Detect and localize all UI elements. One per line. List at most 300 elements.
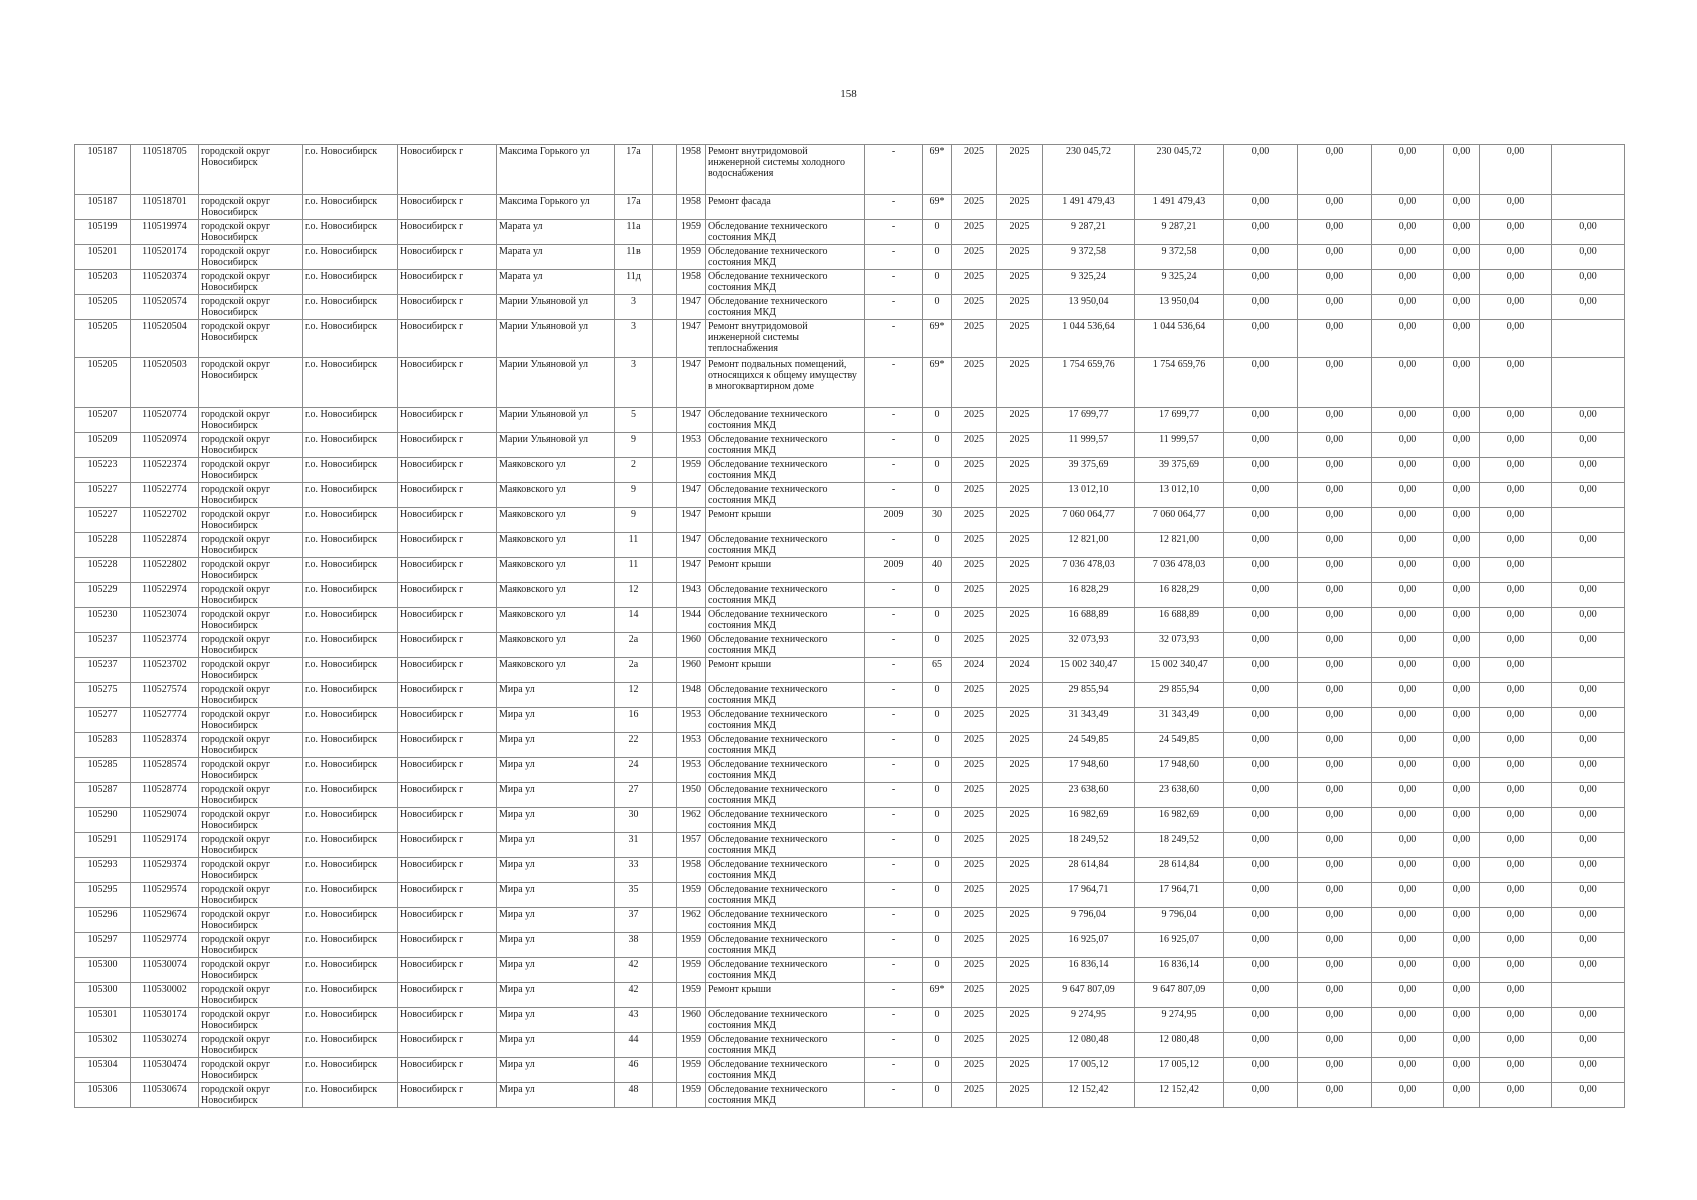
cell-house-id: 105205 [75,358,131,408]
cell-cost-local: 0,00 [1372,558,1444,583]
cell-street: Мира ул [497,758,615,783]
cell-plan-year-end: 2025 [997,533,1043,558]
cell-last-repair-year: - [865,583,923,608]
cell-work-id: 110518705 [131,145,199,195]
cell-municipal-short: г.о. Новосибирск [303,583,398,608]
cell-cost-local: 0,00 [1372,783,1444,808]
cell-municipality: городской округ Новосибирск [199,633,303,658]
cell-settlement: Новосибирск г [398,633,497,658]
cell-cost-owners: 0,00 [1444,195,1480,220]
cell-cost-fund: 16 836,14 [1135,958,1224,983]
cell-cost-local: 0,00 [1372,683,1444,708]
cell-plan-year-start: 2025 [952,708,997,733]
cell-year-built: 1960 [677,1008,706,1033]
cell-cost-regional: 0,00 [1298,408,1372,433]
cell-cost-federal: 0,00 [1224,270,1298,295]
cell-cost-other: 0,00 [1480,858,1552,883]
cell-house-id: 105290 [75,808,131,833]
cell-last-repair-year: 2009 [865,558,923,583]
cell-plan-year-start: 2025 [952,733,997,758]
cell-settlement: Новосибирск г [398,883,497,908]
table-row [75,1033,1625,1058]
table-row [75,195,1625,220]
cell-municipal-short: г.о. Новосибирск [303,633,398,658]
cell-cost-regional: 0,00 [1298,833,1372,858]
cell-settlement: Новосибирск г [398,1033,497,1058]
cell-house-number: 24 [615,758,653,783]
cell-work-type: Обследование технического состояния МКД [706,245,865,270]
cell-cost-owners: 0,00 [1444,958,1480,983]
cell-street: Марии Ульяновой ул [497,295,615,320]
cell-wear-percent: 0 [923,270,952,295]
cell-cost-owners: 0,00 [1444,633,1480,658]
cell-cost-other: 0,00 [1480,683,1552,708]
cell-municipality: городской округ Новосибирск [199,1058,303,1083]
cell-last-repair-year: - [865,933,923,958]
cell-last-repair-year: - [865,1058,923,1083]
cell-year-built: 1960 [677,658,706,683]
cell-cost-extra [1552,508,1625,533]
cell-municipal-short: г.о. Новосибирск [303,195,398,220]
cell-year-built: 1950 [677,783,706,808]
cell-wear-percent: 0 [923,608,952,633]
cell-work-id: 110530002 [131,983,199,1008]
cell-settlement: Новосибирск г [398,408,497,433]
cell-building [653,533,677,558]
cell-cost-fund: 12 152,42 [1135,1083,1224,1108]
cell-street: Марии Ульяновой ул [497,408,615,433]
cell-work-id: 110518701 [131,195,199,220]
cell-work-type: Обследование технического состояния МКД [706,758,865,783]
cell-total-cost: 9 372,58 [1043,245,1135,270]
cell-cost-other: 0,00 [1480,933,1552,958]
cell-total-cost: 1 044 536,64 [1043,320,1135,358]
cell-cost-extra: 0,00 [1552,883,1625,908]
cell-cost-federal: 0,00 [1224,883,1298,908]
cell-last-repair-year: - [865,733,923,758]
cell-cost-regional: 0,00 [1298,358,1372,408]
table-row [75,683,1625,708]
cell-plan-year-end: 2025 [997,245,1043,270]
cell-cost-extra: 0,00 [1552,858,1625,883]
cell-total-cost: 16 925,07 [1043,933,1135,958]
cell-street: Мира ул [497,883,615,908]
cell-cost-owners: 0,00 [1444,145,1480,195]
cell-cost-federal: 0,00 [1224,583,1298,608]
cell-cost-extra: 0,00 [1552,783,1625,808]
cell-year-built: 1959 [677,220,706,245]
cell-wear-percent: 0 [923,783,952,808]
cell-municipality: городской округ Новосибирск [199,733,303,758]
cell-plan-year-start: 2025 [952,908,997,933]
cell-year-built: 1947 [677,483,706,508]
cell-street: Марии Ульяновой ул [497,358,615,408]
cell-cost-owners: 0,00 [1444,558,1480,583]
table-row [75,608,1625,633]
cell-cost-owners: 0,00 [1444,483,1480,508]
page-number: 158 [840,88,857,100]
cell-house-id: 105275 [75,683,131,708]
cell-cost-federal: 0,00 [1224,908,1298,933]
table-row [75,758,1625,783]
cell-house-id: 105199 [75,220,131,245]
cell-cost-other: 0,00 [1480,733,1552,758]
cell-last-repair-year: - [865,658,923,683]
cell-municipality: городской округ Новосибирск [199,295,303,320]
cell-house-id: 105187 [75,145,131,195]
cell-total-cost: 16 836,14 [1043,958,1135,983]
cell-cost-local: 0,00 [1372,408,1444,433]
cell-municipality: городской округ Новосибирск [199,358,303,408]
cell-house-id: 105300 [75,983,131,1008]
cell-cost-local: 0,00 [1372,758,1444,783]
cell-wear-percent: 0 [923,633,952,658]
cell-house-id: 105205 [75,295,131,320]
cell-work-id: 110522774 [131,483,199,508]
cell-municipal-short: г.о. Новосибирск [303,883,398,908]
cell-municipal-short: г.о. Новосибирск [303,483,398,508]
cell-plan-year-start: 2025 [952,883,997,908]
cell-year-built: 1953 [677,758,706,783]
cell-last-repair-year: - [865,983,923,1008]
cell-building [653,833,677,858]
cell-cost-local: 0,00 [1372,320,1444,358]
cell-wear-percent: 0 [923,808,952,833]
cell-building [653,783,677,808]
cell-cost-fund: 16 982,69 [1135,808,1224,833]
cell-cost-owners: 0,00 [1444,320,1480,358]
cell-municipal-short: г.о. Новосибирск [303,270,398,295]
cell-municipality: городской округ Новосибирск [199,783,303,808]
cell-street: Мира ул [497,733,615,758]
cell-work-id: 110520774 [131,408,199,433]
cell-cost-extra: 0,00 [1552,758,1625,783]
cell-work-type: Ремонт крыши [706,658,865,683]
table-row [75,708,1625,733]
cell-house-number: 35 [615,883,653,908]
cell-cost-other: 0,00 [1480,833,1552,858]
cell-street: Маяковского ул [497,608,615,633]
cell-house-number: 42 [615,958,653,983]
cell-work-type: Ремонт крыши [706,983,865,1008]
cell-municipal-short: г.о. Новосибирск [303,708,398,733]
cell-cost-extra [1552,145,1625,195]
cell-last-repair-year: - [865,1008,923,1033]
cell-plan-year-start: 2025 [952,358,997,408]
cell-cost-regional: 0,00 [1298,608,1372,633]
cell-settlement: Новосибирск г [398,533,497,558]
cell-municipality: городской округ Новосибирск [199,758,303,783]
cell-municipal-short: г.о. Новосибирск [303,833,398,858]
cell-year-built: 1959 [677,933,706,958]
cell-work-id: 110528374 [131,733,199,758]
cell-plan-year-end: 2025 [997,908,1043,933]
cell-cost-regional: 0,00 [1298,1058,1372,1083]
cell-work-id: 110529074 [131,808,199,833]
cell-municipality: городской округ Новосибирск [199,608,303,633]
cell-year-built: 1958 [677,858,706,883]
cell-work-id: 110530274 [131,1033,199,1058]
cell-work-type: Обследование технического состояния МКД [706,883,865,908]
cell-house-id: 105203 [75,270,131,295]
cell-total-cost: 1 491 479,43 [1043,195,1135,220]
cell-cost-fund: 16 828,29 [1135,583,1224,608]
cell-cost-local: 0,00 [1372,245,1444,270]
cell-last-repair-year: - [865,858,923,883]
cell-house-number: 9 [615,508,653,533]
table-row [75,145,1625,195]
cell-wear-percent: 40 [923,558,952,583]
cell-house-number: 2 [615,458,653,483]
cell-work-id: 110520974 [131,433,199,458]
cell-cost-local: 0,00 [1372,1008,1444,1033]
cell-year-built: 1959 [677,1083,706,1108]
cell-house-number: 17а [615,195,653,220]
cell-street: Маяковского ул [497,583,615,608]
cell-municipal-short: г.о. Новосибирск [303,145,398,195]
cell-work-id: 110529574 [131,883,199,908]
cell-house-number: 17а [615,145,653,195]
cell-building [653,958,677,983]
cell-building [653,883,677,908]
cell-plan-year-start: 2025 [952,808,997,833]
table-body [75,145,1625,1108]
cell-cost-extra: 0,00 [1552,220,1625,245]
cell-building [653,983,677,1008]
cell-house-number: 9 [615,433,653,458]
cell-street: Максима Горького ул [497,145,615,195]
cell-settlement: Новосибирск г [398,858,497,883]
cell-work-id: 110529774 [131,933,199,958]
cell-municipality: городской округ Новосибирск [199,245,303,270]
cell-street: Мира ул [497,808,615,833]
cell-municipality: городской округ Новосибирск [199,408,303,433]
cell-cost-regional: 0,00 [1298,270,1372,295]
cell-plan-year-start: 2025 [952,508,997,533]
cell-house-id: 105304 [75,1058,131,1083]
cell-settlement: Новосибирск г [398,658,497,683]
cell-building [653,758,677,783]
cell-cost-other: 0,00 [1480,1083,1552,1108]
cell-cost-regional: 0,00 [1298,883,1372,908]
cell-cost-extra: 0,00 [1552,608,1625,633]
table-row [75,295,1625,320]
cell-year-built: 1947 [677,508,706,533]
cell-work-id: 110528774 [131,783,199,808]
cell-plan-year-start: 2025 [952,195,997,220]
cell-cost-fund: 39 375,69 [1135,458,1224,483]
cell-cost-other: 0,00 [1480,633,1552,658]
cell-cost-federal: 0,00 [1224,733,1298,758]
cell-total-cost: 12 080,48 [1043,1033,1135,1058]
table-row [75,1083,1625,1108]
cell-settlement: Новосибирск г [398,220,497,245]
cell-building [653,320,677,358]
cell-settlement: Новосибирск г [398,708,497,733]
cell-total-cost: 39 375,69 [1043,458,1135,483]
cell-plan-year-start: 2025 [952,320,997,358]
cell-cost-owners: 0,00 [1444,270,1480,295]
cell-cost-regional: 0,00 [1298,1033,1372,1058]
cell-building [653,708,677,733]
cell-cost-regional: 0,00 [1298,433,1372,458]
cell-municipal-short: г.о. Новосибирск [303,433,398,458]
cell-work-type: Обследование технического состояния МКД [706,270,865,295]
cell-house-id: 105227 [75,483,131,508]
cell-plan-year-start: 2025 [952,558,997,583]
cell-year-built: 1953 [677,433,706,458]
cell-house-id: 105293 [75,858,131,883]
cell-street: Марата ул [497,220,615,245]
cell-cost-federal: 0,00 [1224,358,1298,408]
cell-total-cost: 24 549,85 [1043,733,1135,758]
cell-work-type: Обследование технического состояния МКД [706,433,865,458]
cell-total-cost: 18 249,52 [1043,833,1135,858]
cell-building [653,683,677,708]
cell-wear-percent: 69* [923,983,952,1008]
cell-house-id: 105300 [75,958,131,983]
cell-house-id: 105301 [75,1008,131,1033]
cell-wear-percent: 0 [923,933,952,958]
cell-building [653,583,677,608]
cell-plan-year-end: 2025 [997,633,1043,658]
table-row [75,833,1625,858]
cell-municipal-short: г.о. Новосибирск [303,1033,398,1058]
cell-work-type: Ремонт фасада [706,195,865,220]
cell-settlement: Новосибирск г [398,833,497,858]
cell-cost-other: 0,00 [1480,1058,1552,1083]
cell-cost-fund: 1 044 536,64 [1135,320,1224,358]
cell-plan-year-end: 2025 [997,733,1043,758]
cell-municipal-short: г.о. Новосибирск [303,1058,398,1083]
cell-wear-percent: 0 [923,758,952,783]
cell-cost-regional: 0,00 [1298,758,1372,783]
cell-house-number: 3 [615,358,653,408]
cell-cost-regional: 0,00 [1298,658,1372,683]
cell-plan-year-end: 2025 [997,883,1043,908]
cell-settlement: Новосибирск г [398,783,497,808]
cell-plan-year-start: 2025 [952,933,997,958]
cell-plan-year-end: 2025 [997,508,1043,533]
cell-work-id: 110522802 [131,558,199,583]
cell-building [653,808,677,833]
cell-cost-federal: 0,00 [1224,958,1298,983]
cell-municipal-short: г.о. Новосибирск [303,220,398,245]
cell-cost-fund: 9 274,95 [1135,1008,1224,1033]
cell-cost-extra: 0,00 [1552,433,1625,458]
cell-building [653,1008,677,1033]
cell-plan-year-end: 2025 [997,983,1043,1008]
cell-plan-year-end: 2025 [997,858,1043,883]
cell-cost-fund: 17 699,77 [1135,408,1224,433]
cell-cost-owners: 0,00 [1444,245,1480,270]
cell-cost-regional: 0,00 [1298,483,1372,508]
cell-house-number: 27 [615,783,653,808]
table-row [75,483,1625,508]
cell-cost-fund: 28 614,84 [1135,858,1224,883]
cell-work-type: Обследование технического состояния МКД [706,1008,865,1033]
cell-plan-year-start: 2025 [952,958,997,983]
cell-cost-local: 0,00 [1372,858,1444,883]
cell-cost-extra: 0,00 [1552,933,1625,958]
cell-plan-year-end: 2025 [997,683,1043,708]
cell-work-type: Обследование технического состояния МКД [706,295,865,320]
cell-work-type: Ремонт внутридомовой инженерной системы холодного водоснабжения [706,145,865,195]
cell-total-cost: 31 343,49 [1043,708,1135,733]
table-row [75,808,1625,833]
cell-wear-percent: 0 [923,858,952,883]
cell-plan-year-start: 2025 [952,483,997,508]
cell-cost-local: 0,00 [1372,145,1444,195]
cell-cost-local: 0,00 [1372,458,1444,483]
cell-cost-extra: 0,00 [1552,733,1625,758]
cell-cost-local: 0,00 [1372,433,1444,458]
cell-cost-extra [1552,320,1625,358]
cell-cost-owners: 0,00 [1444,658,1480,683]
cell-cost-owners: 0,00 [1444,433,1480,458]
cell-year-built: 1959 [677,458,706,483]
cell-cost-other: 0,00 [1480,145,1552,195]
cell-house-number: 46 [615,1058,653,1083]
cell-municipal-short: г.о. Новосибирск [303,295,398,320]
cell-year-built: 1947 [677,558,706,583]
cell-cost-federal: 0,00 [1224,758,1298,783]
cell-street: Мира ул [497,1033,615,1058]
cell-cost-local: 0,00 [1372,983,1444,1008]
cell-plan-year-end: 2025 [997,783,1043,808]
cell-municipal-short: г.о. Новосибирск [303,808,398,833]
cell-total-cost: 17 005,12 [1043,1058,1135,1083]
cell-settlement: Новосибирск г [398,458,497,483]
cell-last-repair-year: - [865,958,923,983]
cell-cost-other: 0,00 [1480,1033,1552,1058]
cell-work-id: 110523702 [131,658,199,683]
cell-cost-federal: 0,00 [1224,808,1298,833]
cell-work-id: 110523774 [131,633,199,658]
cell-settlement: Новосибирск г [398,358,497,408]
table-row [75,558,1625,583]
cell-cost-extra: 0,00 [1552,583,1625,608]
cell-building [653,1058,677,1083]
cell-house-number: 14 [615,608,653,633]
cell-cost-fund: 16 925,07 [1135,933,1224,958]
cell-cost-local: 0,00 [1372,195,1444,220]
cell-cost-extra: 0,00 [1552,683,1625,708]
cell-work-type: Обследование технического состояния МКД [706,833,865,858]
cell-last-repair-year: - [865,408,923,433]
cell-cost-federal: 0,00 [1224,683,1298,708]
cell-cost-owners: 0,00 [1444,808,1480,833]
cell-house-id: 105209 [75,433,131,458]
table-row [75,783,1625,808]
cell-municipality: городской округ Новосибирск [199,1083,303,1108]
cell-cost-other: 0,00 [1480,783,1552,808]
cell-total-cost: 13 950,04 [1043,295,1135,320]
table-row [75,270,1625,295]
cell-plan-year-end: 2025 [997,1033,1043,1058]
cell-cost-extra: 0,00 [1552,1033,1625,1058]
cell-cost-extra: 0,00 [1552,633,1625,658]
cell-cost-other: 0,00 [1480,658,1552,683]
cell-cost-owners: 0,00 [1444,783,1480,808]
cell-settlement: Новосибирск г [398,508,497,533]
cell-plan-year-end: 2025 [997,1008,1043,1033]
cell-last-repair-year: - [865,358,923,408]
cell-cost-fund: 32 073,93 [1135,633,1224,658]
cell-street: Мира ул [497,708,615,733]
cell-cost-extra: 0,00 [1552,245,1625,270]
cell-wear-percent: 0 [923,533,952,558]
